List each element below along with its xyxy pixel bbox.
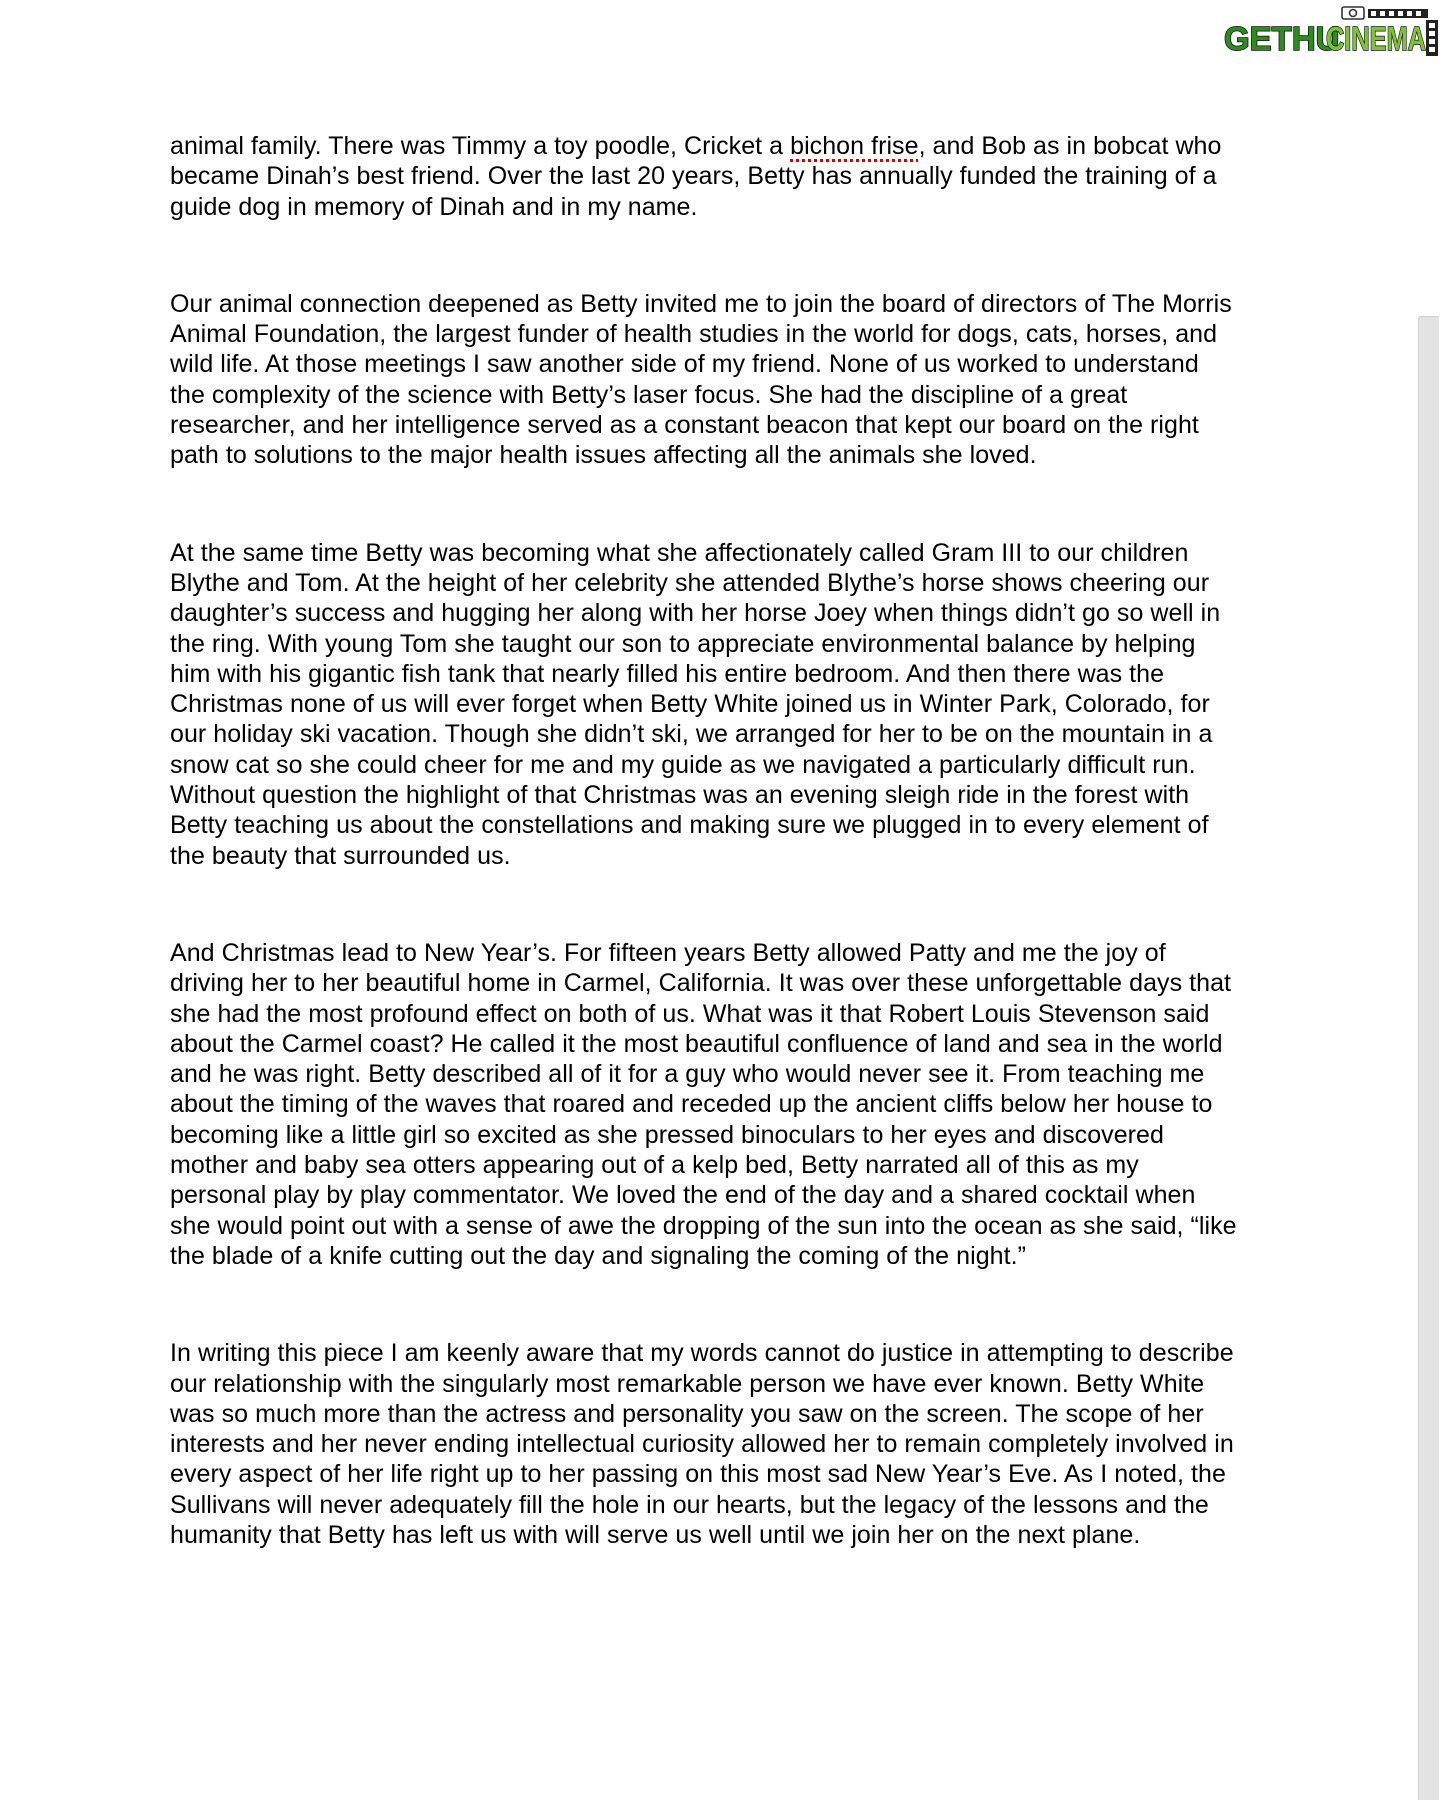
- paragraph-line: [170, 410, 1275, 440]
- text-run: Betty teaching us about the constellations and making sure we plugged in to every element of: [170, 811, 1209, 840]
- text-run: Animal Foundation, the largest funder of health studies in the world for dogs, cats, horses, and: [170, 320, 1218, 349]
- text-run: Christmas none of us will ever forget when Betty White joined us in Winter Park, Colorado, for: [170, 690, 1210, 719]
- text-run: And Christmas lead to New Year’s. For fifteen years Betty allowed Patty and me the joy of: [170, 938, 1166, 967]
- paragraph-line: [170, 1089, 1275, 1119]
- paragraph-line: [170, 131, 1275, 161]
- paragraph-line: [170, 968, 1275, 998]
- paragraph-line: [170, 629, 1275, 659]
- text-run: At the same time Betty was becoming what she affectionately called Gram III to our children: [170, 538, 1189, 567]
- watermark-text-cinema: CINEMA: [1326, 20, 1426, 56]
- paragraph-line: [170, 938, 1275, 968]
- paragraph-line: [170, 999, 1275, 1029]
- text-run: him with his gigantic fish tank that nearly filled his entire bedroom. And then there was the: [170, 659, 1165, 688]
- paragraph: [170, 131, 1275, 222]
- film-strip-icon: [1426, 20, 1438, 56]
- paragraph: [170, 289, 1275, 471]
- text-run: mother and baby sea otters appearing out of a kelp bed, Betty narrated all of this as my: [170, 1151, 1139, 1180]
- text-run: becoming like a little girl so excited as she pressed binoculars to her eyes and discovered: [170, 1120, 1164, 1149]
- text-run: driving her to her beautiful home in Carmel, California. It was over these unforgettable days that: [170, 969, 1232, 998]
- paragraph-line: [170, 161, 1275, 191]
- text-run: she would point out with a sense of awe the dropping of the sun into the ocean as she said, “like: [170, 1211, 1237, 1240]
- paragraph-line: [170, 538, 1275, 568]
- paragraph-line: [170, 1429, 1275, 1459]
- text-run: In writing this piece I am keenly aware that my words cannot do justice in attempting to describe: [170, 1339, 1234, 1368]
- paragraph-line: [170, 841, 1275, 871]
- text-run: Without question the highlight of that Christmas was an evening sleigh ride in the forest with: [170, 781, 1190, 810]
- text-run: , and Bob as in bobcat who: [918, 132, 1222, 160]
- text-run: about the timing of the waves that roared and receded up the ancient cliffs below her house to: [170, 1090, 1213, 1119]
- text-run: the ring. With young Tom she taught our son to appreciate environmental balance by helping: [170, 629, 1196, 658]
- paragraph-line: [170, 1459, 1275, 1489]
- text-run: every aspect of her life right up to her passing on this most sad New Year’s Eve. As I noted, the: [170, 1460, 1226, 1489]
- text-run: the blade of a knife cutting out the day and signaling the coming of the night.”: [170, 1241, 1026, 1270]
- text-run: humanity that Betty has left us with will serve us well until we join her on the next plane.: [170, 1520, 1141, 1549]
- text-run: path to solutions to the major health issues affecting all the animals she loved.: [170, 441, 1037, 470]
- paragraph-line: [170, 750, 1275, 780]
- paragraph-line: [170, 319, 1275, 349]
- document-body: [170, 131, 1275, 1617]
- text-run: became Dinah’s best friend. Over the last 20 years, Betty has annually funded the training of a: [170, 162, 1217, 191]
- paragraph-line: [170, 598, 1275, 628]
- paragraph-line: [170, 568, 1275, 598]
- text-run: was so much more than the actress and personality you saw on the screen. The scope of her: [170, 1399, 1204, 1428]
- text-run: the complexity of the science with Betty’s laser focus. She had the discipline of a great: [170, 380, 1128, 409]
- text-run: about the Carmel coast? He called it the most beautiful confluence of land and sea in the world: [170, 1029, 1223, 1058]
- paragraph-line: [170, 1369, 1275, 1399]
- text-run: animal family. There was Timmy a toy poodle, Cricket a: [170, 132, 791, 160]
- text-run: Sullivans will never adequately fill the hole in our hearts, but the legacy of the lessons and the: [170, 1490, 1209, 1519]
- paragraph-line: [170, 349, 1275, 379]
- paragraph-line: [170, 780, 1275, 810]
- paragraph-line: [170, 1180, 1275, 1210]
- paragraph-line: [170, 1150, 1275, 1180]
- paragraph-line: [170, 1338, 1275, 1368]
- paragraph-line: [170, 719, 1275, 749]
- paragraph-line: [170, 1399, 1275, 1429]
- watermark-text-gethu: GETHU: [1224, 20, 1340, 56]
- text-run: our holiday ski vacation. Though she didn’t ski, we arranged for her to be on the mountain in a: [170, 720, 1213, 749]
- text-run: personal play by play commentator. We loved the end of the day and a shared cocktail when: [170, 1181, 1196, 1210]
- paragraph-line: [170, 192, 1275, 222]
- paragraph-line: [170, 1120, 1275, 1150]
- paragraph-line: [170, 659, 1275, 689]
- text-run: the beauty that surrounded us.: [170, 841, 511, 870]
- paragraph-line: [170, 810, 1275, 840]
- paragraph-line: [170, 1029, 1275, 1059]
- spellcheck-flagged-word: bichon frise: [790, 132, 919, 160]
- camera-icon: [1342, 7, 1428, 19]
- gethucinema-watermark-logo: [1222, 6, 1438, 56]
- paragraph-line: [170, 440, 1275, 470]
- paragraph-line: [170, 380, 1275, 410]
- text-run: she had the most profound effect on both of us. What was it that Robert Louis Stevenson said: [170, 999, 1210, 1028]
- paragraph: [170, 538, 1275, 871]
- paragraph-line: [170, 1241, 1275, 1271]
- watermark-svg: [1222, 6, 1438, 56]
- paragraph: [170, 938, 1275, 1271]
- text-run: Our animal connection deepened as Betty invited me to join the board of directors of The Morris: [170, 289, 1232, 318]
- paragraph-line: [170, 1211, 1275, 1241]
- text-run: wild life. At those meetings I saw another side of my friend. None of us worked to understand: [170, 350, 1199, 379]
- paragraph-line: [170, 1490, 1275, 1520]
- paragraph-line: [170, 1520, 1275, 1550]
- text-run: guide dog in memory of Dinah and in my name.: [170, 192, 698, 221]
- text-run: Blythe and Tom. At the height of her celebrity she attended Blythe’s horse shows cheering our: [170, 568, 1210, 597]
- text-run: snow cat so she could cheer for me and my guide as we navigated a particularly difficult run.: [170, 750, 1196, 779]
- text-run: interests and her never ending intellectual curiosity allowed her to remain completely involved in: [170, 1430, 1234, 1459]
- paragraph-line: [170, 689, 1275, 719]
- vertical-scrollbar[interactable]: [1418, 316, 1439, 1800]
- paragraph-line: [170, 1059, 1275, 1089]
- paragraph: [170, 1338, 1275, 1550]
- paragraph-line: [170, 289, 1275, 319]
- text-run: researcher, and her intelligence served as a constant beacon that kept our board on the right: [170, 411, 1199, 440]
- text-run: and he was right. Betty described all of it for a guy who would never see it. From teaching me: [170, 1060, 1205, 1089]
- text-run: our relationship with the singularly most remarkable person we have ever known. Betty White: [170, 1369, 1205, 1398]
- text-run: daughter’s success and hugging her along with her horse Joey when things didn’t go so well in: [170, 599, 1221, 628]
